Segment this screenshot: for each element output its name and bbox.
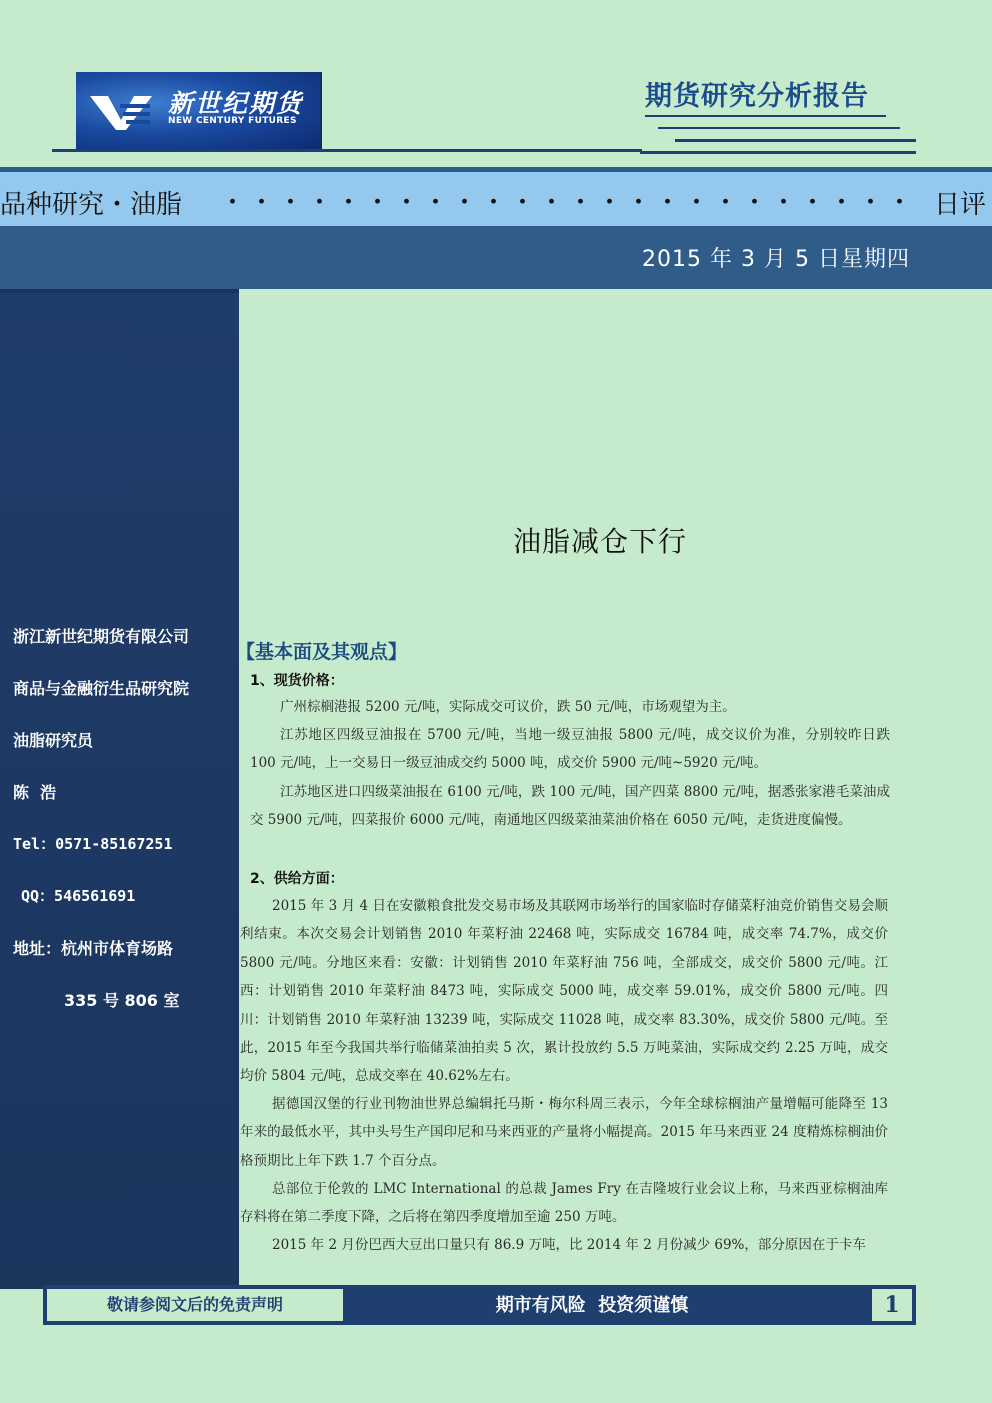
article-title: 油脂减仓下行 (512, 525, 687, 558)
paragraph: 据德国汉堡的行业刊物油世界总编辑托马斯・梅尔科周三表示，今年全球棕榈油产量增幅可能降至 13 年来的最低水平，其中头号生产国印尼和马来西亚的产量将小幅提高。2015 年马来西亚 24 度精炼棕榈油价格预期比上年下跌 1.7 个百分点。 (240, 1096, 888, 1169)
risk-warning: 期市有风险 投资须谨慎 (495, 1295, 689, 1316)
report-type-label: 日评 (933, 190, 986, 220)
sidebar-address: 地址：杭州市体育场路 (13, 939, 174, 958)
category-dot-leader: ・・・・・・・・・・・・・・・・・・・・・・・・ (219, 188, 916, 218)
category-label: 品种研究・油脂 (0, 190, 183, 220)
sidebar-company: 浙江新世纪期货有限公司 (13, 627, 190, 646)
disclaimer-notice: 敬请参阅文后的免责声明 (47, 1289, 343, 1321)
logo-chinese-name: 新世纪期货 (168, 89, 304, 118)
paragraph: 2015 年 2 月份巴西大豆出口量只有 86.9 万吨，比 2014 年 2 月份减少 69%，部分原因在于卡车 (272, 1237, 866, 1253)
subheading-supply: 2、供给方面： (250, 871, 344, 887)
paragraph: 江苏地区四级豆油报在 5700 元/吨，当地一级豆油报 5800 元/吨，成交议价为准，分别较昨日跌 100 元/吨，上一交易日一级豆油成交约 5000 吨，成交价 5900 元/吨~5920 元/吨。 (250, 727, 890, 772)
category-bar (0, 172, 992, 226)
report-date: 2015 年 3 月 5 日星期四 (642, 247, 910, 272)
title-underline (675, 139, 916, 142)
company-logo (76, 72, 322, 150)
logo-english-name: NEW CENTURY FUTURES (168, 116, 297, 126)
sidebar-qq: QQ：546561691 (21, 887, 136, 905)
paragraph: 2015 年 3 月 4 日在安徽粮食批发交易市场及其联网市场举行的国家临时存储菜籽油竞价销售交易会顺利结束。本次交易会计划销售 2010 年菜籽油 22468 吨，实际成交 16784 吨，成交率 74.7%，成交价 5800 元/吨。分地区来看：安徽：计划销售 2010 年菜籽油 756 吨，全部成交，成交价 5800 元/吨。江西：计划销售 2010 年菜籽油 8473 吨，实际成交 5000 吨，成交率 59.01%，成交价 5800 元/吨。四川：计划销售 2010 年菜籽油 13239 吨，实际成交 11028 吨，成交率 83.30%，成交价 5800 元/吨。至此，2015 年至今我国共举行临储菜油拍卖 5 次，累计投放约 5.5 万吨菜油，实际成交约 2.25 万吨，成交均价 5804 元/吨，总成交率在 40.62%左右。 (240, 898, 888, 1085)
sidebar-author-name: 陈 浩 (13, 783, 57, 802)
date-bar (0, 226, 992, 289)
title-underline (640, 151, 916, 154)
sidebar-institute: 商品与金融衍生品研究院 (13, 679, 190, 698)
header-divider (52, 149, 642, 152)
sidebar-telephone: Tel：0571-85167251 (13, 835, 173, 853)
report-title: 期货研究分析报告 (645, 81, 869, 112)
sidebar-role: 油脂研究员 (13, 731, 94, 750)
subheading-spot-prices: 1、现货价格： (250, 673, 344, 689)
sidebar-address-room: 335 号 806 室 (64, 991, 180, 1010)
page-number: 1 (872, 1289, 912, 1321)
paragraph: 广州棕榈港报 5200 元/吨，实际成交可议价，跌 50 元/吨，市场观望为主。 (280, 699, 736, 715)
paragraph: 江苏地区进口四级菜油报在 6100 元/吨，跌 100 元/吨，国产四菜 8800 元/吨，据悉张家港毛菜油成交 5900 元/吨，四菜报价 6000 元/吨，南通地区四级菜油菜油价格在 6050 元/吨，走货进度偏慢。 (250, 784, 890, 829)
section-heading: 【基本面及其观点】 (236, 641, 408, 663)
page-footer (43, 1285, 916, 1325)
company-logo-mark-icon (90, 92, 152, 132)
title-underline (645, 115, 886, 117)
paragraph: 总部位于伦敦的 LMC International 的总裁 James Fry 在吉隆坡行业会议上称，马来西亚棕榈油库存料将在第二季度下降，之后将在第四季度增加至逾 250 万吨。 (240, 1181, 888, 1226)
author-sidebar (0, 289, 239, 1289)
title-underline (658, 127, 900, 129)
